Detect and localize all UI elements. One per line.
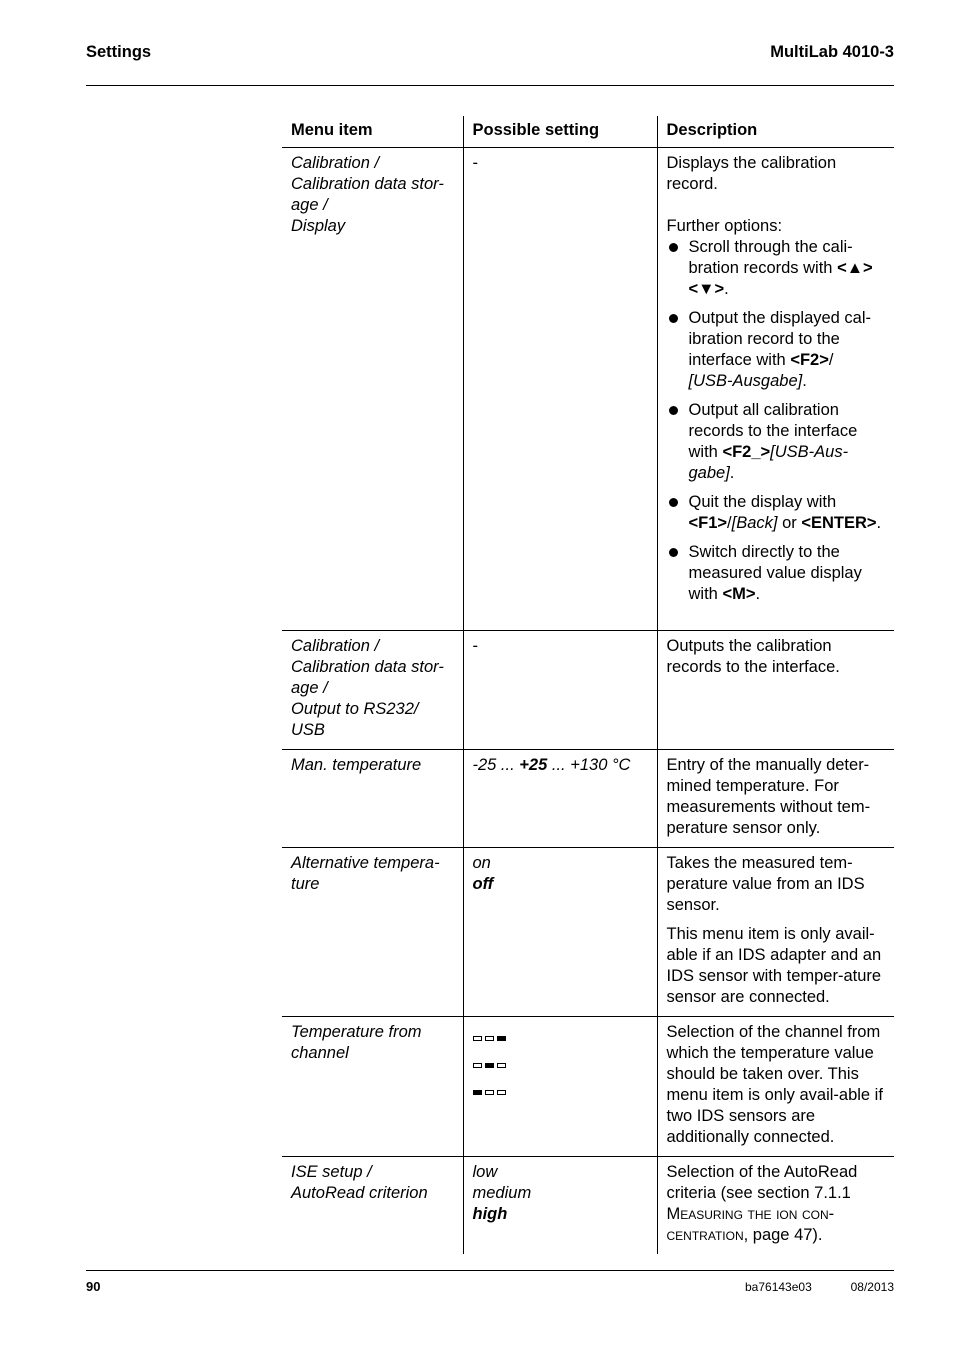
menu-path-line: USB (291, 721, 325, 739)
description-text: , page 47). (743, 1226, 823, 1244)
description-note: This menu item is only avail-able if an IDS adapter and an IDS sensor with temper-ature sensor are connected. (666, 925, 882, 1006)
header-section-title: Settings (86, 43, 152, 61)
key-label: <M> (722, 585, 756, 603)
setting-cell (463, 1017, 657, 1157)
setting-cell: - (463, 148, 657, 631)
menu-path-line: Calibration / (291, 637, 380, 655)
column-header-description: Description (657, 116, 894, 148)
softkey-label: [Back] (731, 514, 778, 532)
menu-path-line: AutoRead criterion (291, 1184, 428, 1202)
description-cell: Outputs the calibration records to the interface. (657, 631, 894, 750)
page-number: 90 (86, 1279, 101, 1294)
setting-option: low (472, 1163, 498, 1181)
channel-box-icon (485, 1036, 494, 1041)
menu-path-line: ture (291, 875, 320, 893)
option-text: Scroll through the cali-bration records with (688, 238, 853, 277)
setting-range-max: ... +130 °C (547, 756, 631, 774)
option-text: Output all calibration records to the interface with (688, 401, 858, 461)
list-item: Scroll through the cali-bration records with <▲><▼>. (667, 237, 887, 300)
menu-path-line: Output to RS232/ (291, 700, 419, 718)
menu-path-line: channel (291, 1044, 349, 1062)
menu-item-cell (282, 1157, 463, 1255)
menu-item-cell (282, 148, 463, 631)
channel-box-icon (497, 1063, 506, 1068)
section-reference: Measuring the ion con-centration (666, 1205, 835, 1244)
list-item: Output the displayed cal-ibration record to the interface with <F2>/ [USB-Ausgabe]. (667, 308, 887, 392)
channel-selector-1 (473, 1076, 649, 1103)
menu-path-line: Temperature from (291, 1023, 422, 1041)
setting-option-default: off (472, 875, 494, 893)
document-date: 08/2013 (850, 1280, 894, 1294)
description-cell (657, 148, 894, 631)
table-row (282, 750, 894, 848)
key-label: <F2> (790, 351, 829, 369)
setting-range-min: -25 ... (472, 756, 520, 774)
channel-box-icon (473, 1036, 482, 1041)
menu-item-cell (282, 631, 463, 750)
channel-selector-2 (473, 1049, 649, 1076)
description-cell (657, 848, 894, 1017)
bullet-icon (669, 314, 678, 323)
menu-path-line: Calibration data stor- (291, 175, 444, 193)
menu-path-line: Calibration data stor- (291, 658, 444, 676)
option-text: Switch directly to the measured value display with (688, 543, 862, 603)
description-text: Selection of the AutoRead criteria (see section 7.1.1 (666, 1163, 858, 1202)
description-cell: Selection of the channel from which the temperature value should be taken over. This menu item is only avail-able if two IDS sensors are additionally connected. (657, 1017, 894, 1157)
key-label: <F1> (688, 514, 728, 532)
options-list (667, 237, 887, 605)
bullet-icon (669, 243, 678, 252)
softkey-label: [USB-Aus-gabe] (688, 443, 849, 482)
key-label: <F2_> (722, 443, 771, 461)
header-rule (86, 85, 894, 86)
description-cell (657, 1157, 894, 1255)
channel-box-filled-icon (485, 1063, 494, 1068)
menu-path-line: ISE setup / (291, 1163, 372, 1181)
bullet-icon (669, 498, 678, 507)
document-number: ba76143e03 (745, 1280, 812, 1294)
menu-item-cell: Man. temperature (282, 750, 463, 848)
setting-cell (463, 848, 657, 1017)
channel-box-icon (497, 1090, 506, 1095)
menu-item-cell (282, 848, 463, 1017)
description-text: Displays the calibration record. (666, 154, 837, 193)
menu-path-line: Display (291, 217, 346, 235)
bullet-icon (669, 406, 678, 415)
key-label: <▲><▼> (688, 259, 873, 298)
description-cell: Entry of the manually deter-mined temperature. For measurements without tem-perature sensor only. (657, 750, 894, 848)
option-text: Output the displayed cal-ibration record to the interface with (688, 309, 872, 369)
menu-path-line: age / (291, 679, 328, 697)
list-item: Output all calibration records to the interface with <F2_>[USB-Aus-gabe]. (667, 400, 887, 484)
setting-cell: - (463, 631, 657, 750)
key-label: <ENTER> (801, 514, 877, 532)
footer-rule (86, 1270, 894, 1271)
setting-cell (463, 750, 657, 848)
option-text: or (782, 514, 797, 532)
table-row (282, 631, 894, 750)
menu-path-line: Calibration / (291, 154, 380, 172)
setting-option: medium (472, 1184, 532, 1202)
softkey-label: [USB-Ausgabe] (688, 372, 803, 390)
table-row (282, 848, 894, 1017)
setting-option-default: high (472, 1205, 508, 1223)
setting-default: +25 (519, 756, 548, 774)
channel-box-filled-icon (497, 1036, 506, 1041)
header-product-name: MultiLab 4010-3 (770, 43, 894, 61)
column-header-possible-setting: Possible setting (463, 116, 657, 148)
further-options-label: Further options: (666, 217, 783, 235)
table-header-row (282, 116, 894, 148)
option-text: Quit the display with (688, 493, 837, 511)
table-row (282, 148, 894, 631)
setting-option: on (472, 854, 491, 872)
table-row (282, 1017, 894, 1157)
menu-path-line: age / (291, 196, 328, 214)
list-item: Quit the display with <F1>/[Back] or <ENTER>. (667, 492, 887, 534)
channel-box-filled-icon (473, 1090, 482, 1095)
list-item: Switch directly to the measured value display with <M>. (667, 542, 887, 605)
table-row (282, 1157, 894, 1255)
description-text: Takes the measured tem-perature value from an IDS sensor. (666, 854, 865, 914)
menu-item-cell (282, 1017, 463, 1157)
settings-table (282, 116, 894, 1254)
bullet-icon (669, 548, 678, 557)
setting-cell (463, 1157, 657, 1255)
menu-path-line: Alternative tempera- (291, 854, 440, 872)
channel-selector-3 (473, 1022, 649, 1049)
column-header-menu-item: Menu item (282, 116, 463, 148)
channel-box-icon (473, 1063, 482, 1068)
channel-box-icon (485, 1090, 494, 1095)
